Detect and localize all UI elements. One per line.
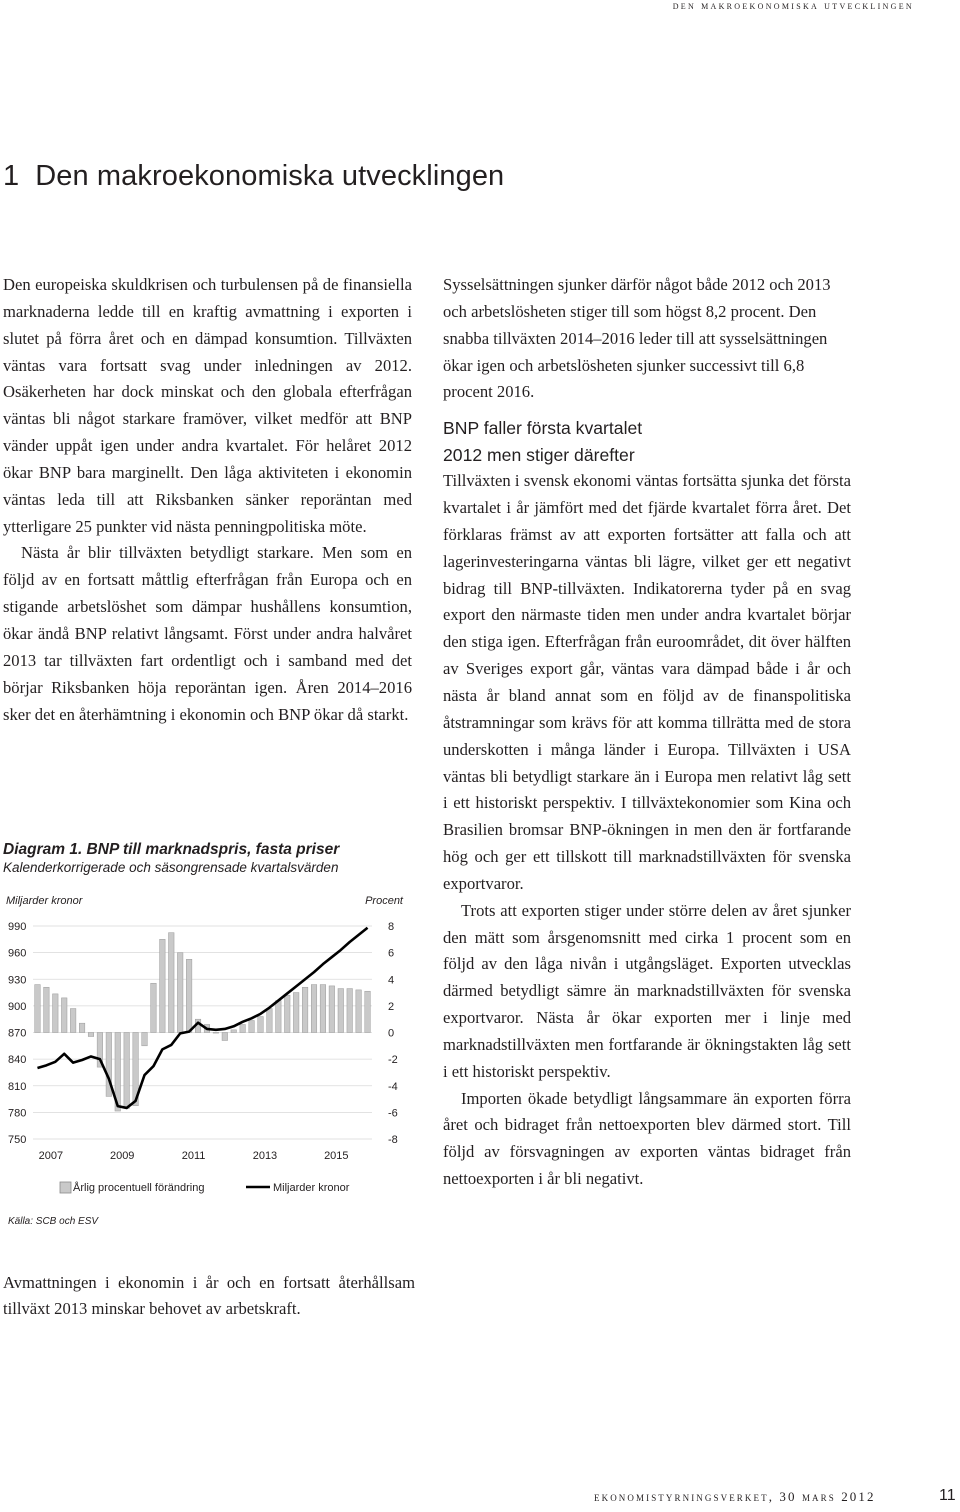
annual-change-bar: [222, 1033, 228, 1041]
left-tick-label: 870: [8, 1027, 27, 1040]
annual-change-bar: [151, 983, 157, 1032]
x-tick-label: 2007: [38, 1150, 64, 1162]
left-column: [3, 272, 412, 728]
right-tick-label: -8: [388, 1134, 398, 1146]
subheading-line-2: 2012 men stiger därefter: [443, 444, 635, 465]
figure-subtitle: Kalenderkorrigerade och säsongrensade kvartalsvärden: [3, 860, 339, 875]
annual-change-bar: [70, 1009, 76, 1033]
annual-change-bars: [35, 933, 371, 1111]
left-tick-label: 750: [8, 1134, 27, 1146]
annual-change-bar: [231, 1030, 237, 1033]
body-paragraph: Nästa år blir tillväxten betydligt starkare. Men som en följd av en fortsatt måttlig efterfrågan från Europa och en stigande arbetslöshet som dämpar hushållens konsumtion, ökar ändå BNP relativt långsamt. Först under andra halvåret 2013 tar tillväxten fart ordentligt och i samband med det börjar Riksbanken höja reporäntan igen. Åren 2014–2016 sker det en återhämtning i ekonomin och BNP ökar då starkt.: [3, 543, 412, 724]
annual-change-bar: [142, 1033, 148, 1046]
annual-change-bar: [347, 989, 353, 1033]
body-paragraph: Trots att exporten stiger under större delen av året sjunker den mätt som årsgenomsnitt med cirka 1 procent som en följd av den låga nivån i utgångsläget. Exporten utvecklas därmed betydligt sämre än marknadstillväxten för svenska exportvaror. Nästa år ökar exporten mer i linje med marknadstillväxten men fortfarande är ökningstakten låg sett i ett historiskt perspektiv.: [443, 900, 851, 1081]
annual-change-bar: [35, 985, 41, 1033]
right-tick-label: 8: [388, 921, 395, 933]
annual-change-bar: [160, 939, 166, 1032]
left-tick-label: 900: [8, 1000, 27, 1013]
annual-change-bar: [329, 986, 335, 1033]
annual-change-bar: [338, 989, 344, 1033]
annual-change-bar: [53, 994, 59, 1033]
annual-change-bar: [61, 998, 67, 1033]
left-axis-label: Miljarder kronor: [6, 895, 83, 907]
left-tick-label: 780: [8, 1107, 27, 1120]
gdp-chart: [0, 880, 420, 1240]
left-tick-label: 840: [8, 1054, 27, 1067]
page-number: 11: [939, 1487, 956, 1504]
legend-bar-label: Årlig procentuell förändring: [73, 1182, 205, 1194]
annual-change-bar: [267, 1009, 273, 1033]
annual-change-bar: [213, 1033, 219, 1034]
left-tick-label: 960: [8, 947, 27, 960]
left-tick-label: 990: [8, 921, 27, 933]
body-paragraph: Importen ökade betydligt långsammare än exporten förra året och bidraget från nettoexporten blev därmed stort. Till följd av försvagningen av exporten väntas bidraget från nettoexporten i år bli negativt.: [443, 1088, 851, 1189]
x-tick-label: 2011: [181, 1150, 206, 1162]
section-subheading: [443, 415, 851, 468]
right-axis-label: Procent: [365, 895, 403, 907]
chart-tick-labels: [8, 921, 398, 1162]
annual-change-bar: [311, 985, 317, 1033]
figure-note: Avmattningen i ekonomin i år och en fortsatt återhållsam tillväxt 2013 minskar behovet av arbetskraft.: [3, 1273, 415, 1318]
annual-change-bar: [88, 1033, 94, 1037]
x-tick-label: 2013: [252, 1150, 278, 1162]
annual-change-bar: [302, 987, 308, 1032]
annual-change-bar: [293, 993, 299, 1033]
left-tick-label: 930: [8, 974, 27, 987]
right-tick-label: 2: [388, 1000, 395, 1013]
annual-change-bar: [44, 987, 50, 1032]
annual-change-bar: [240, 1025, 246, 1033]
body-paragraph: Den europeiska skuldkrisen och turbulensen på de finansiella marknaderna ledde till en kraftig avmattning i exporten i slutet på förra året och en dämpad konsumtion. Tillväxten väntas vara fortsatt svag under inledningen av 2012. Osäkerheten har dock minskat och den globala efterfrågan väntas bli något starkare framöver, vilket medför att BNP vänder uppåt igen under andra kvartalet. För helåret 2012 ökar BNP bara marginellt. Den låga aktiviteten i ekonomin väntas leda till att Riksbanken sänker reporäntan med ytterligare 25 punkter vid nästa penningpolitiska möte.: [3, 275, 412, 536]
figure-caption: [3, 840, 423, 876]
figure-title: Diagram 1. BNP till marknadspris, fasta priser: [3, 841, 340, 858]
legend-line-label: Miljarder kronor: [273, 1182, 350, 1194]
annual-change-bar: [186, 959, 192, 1032]
footer-publisher-date: ekonomistyrningsverket, 30 mars 2012: [594, 1489, 876, 1504]
right-tick-label: 4: [388, 974, 395, 987]
left-tick-label: 810: [8, 1080, 27, 1093]
annual-change-bar: [276, 1001, 282, 1033]
annual-change-bar: [169, 933, 175, 1033]
chart-source: Källa: SCB och ESV: [8, 1216, 99, 1227]
annual-change-bar: [284, 995, 290, 1032]
annual-change-bar: [258, 1017, 264, 1033]
right-tick-label: -6: [388, 1107, 398, 1120]
annual-change-bar: [320, 985, 326, 1033]
annual-change-bar: [124, 1033, 130, 1109]
annual-change-bar: [365, 991, 371, 1032]
subheading-line-1: BNP faller första kvartalet: [443, 418, 643, 439]
annual-change-bar: [177, 953, 183, 1033]
running-header: den makroekonomiska utvecklingen: [672, 0, 914, 12]
chapter-title: Den makroekonomiska utvecklingen: [35, 160, 505, 192]
body-paragraph: Sysselsättningen sjunker därför något både 2012 och 2013 och arbetslösheten stiger till som högst 8,2 procent. Den snabba tillväxten 2014–2016 leder till att sysselsättningen ökar igen och arbetslösheten sjunker successivt till 6,8 procent 2016.: [443, 275, 831, 402]
page-title: [3, 160, 504, 193]
chapter-number: 1: [3, 160, 20, 192]
level-line: [37, 928, 367, 1108]
right-tick-label: -4: [388, 1080, 398, 1093]
annual-change-bar: [249, 1021, 255, 1033]
right-tick-label: 0: [388, 1027, 395, 1040]
x-tick-label: 2015: [324, 1150, 349, 1162]
right-column: [443, 272, 851, 1193]
right-tick-label: -2: [388, 1054, 398, 1067]
annual-change-bar: [356, 990, 362, 1033]
body-paragraph: Tillväxten i svensk ekonomi väntas fortsätta sjunka det första kvartalet i år jämfört med det fjärde kvartalet förra året. Det förklaras främst av att exporten fortsätter att falla och att lagerinvesteringarna väntas bli lägre, vilket ger ett negativt bidrag till BNP-tillväxten. Indikatorerna tyder på en svag export den närmaste tiden men under andra kvartalet börjar den stiga igen. Efterfrågan från euroområdet, dit över hälften av Sveriges export går, väntas vara dämpad både i år och nästa år bland annat som en följd av de finanspolitiska åtstramningar som krävs för att komma tillrätta med de stora underskotten i många länder i Europa. Tillväxten i USA väntas bli betydligt starkare än i Europa men relativt låg sett i ett historiskt perspektiv. I tillväxtekonomier som Kina och Brasilien bromsar BNP-ökningen in men den är fortfarande hög och ger ett tillskott till marknadstillväxten för svenska exportvaror.: [443, 471, 851, 893]
right-tick-label: 6: [388, 947, 395, 960]
legend-bar-swatch: [60, 1182, 71, 1193]
annual-change-bar: [79, 1023, 85, 1032]
x-tick-label: 2009: [109, 1150, 135, 1162]
